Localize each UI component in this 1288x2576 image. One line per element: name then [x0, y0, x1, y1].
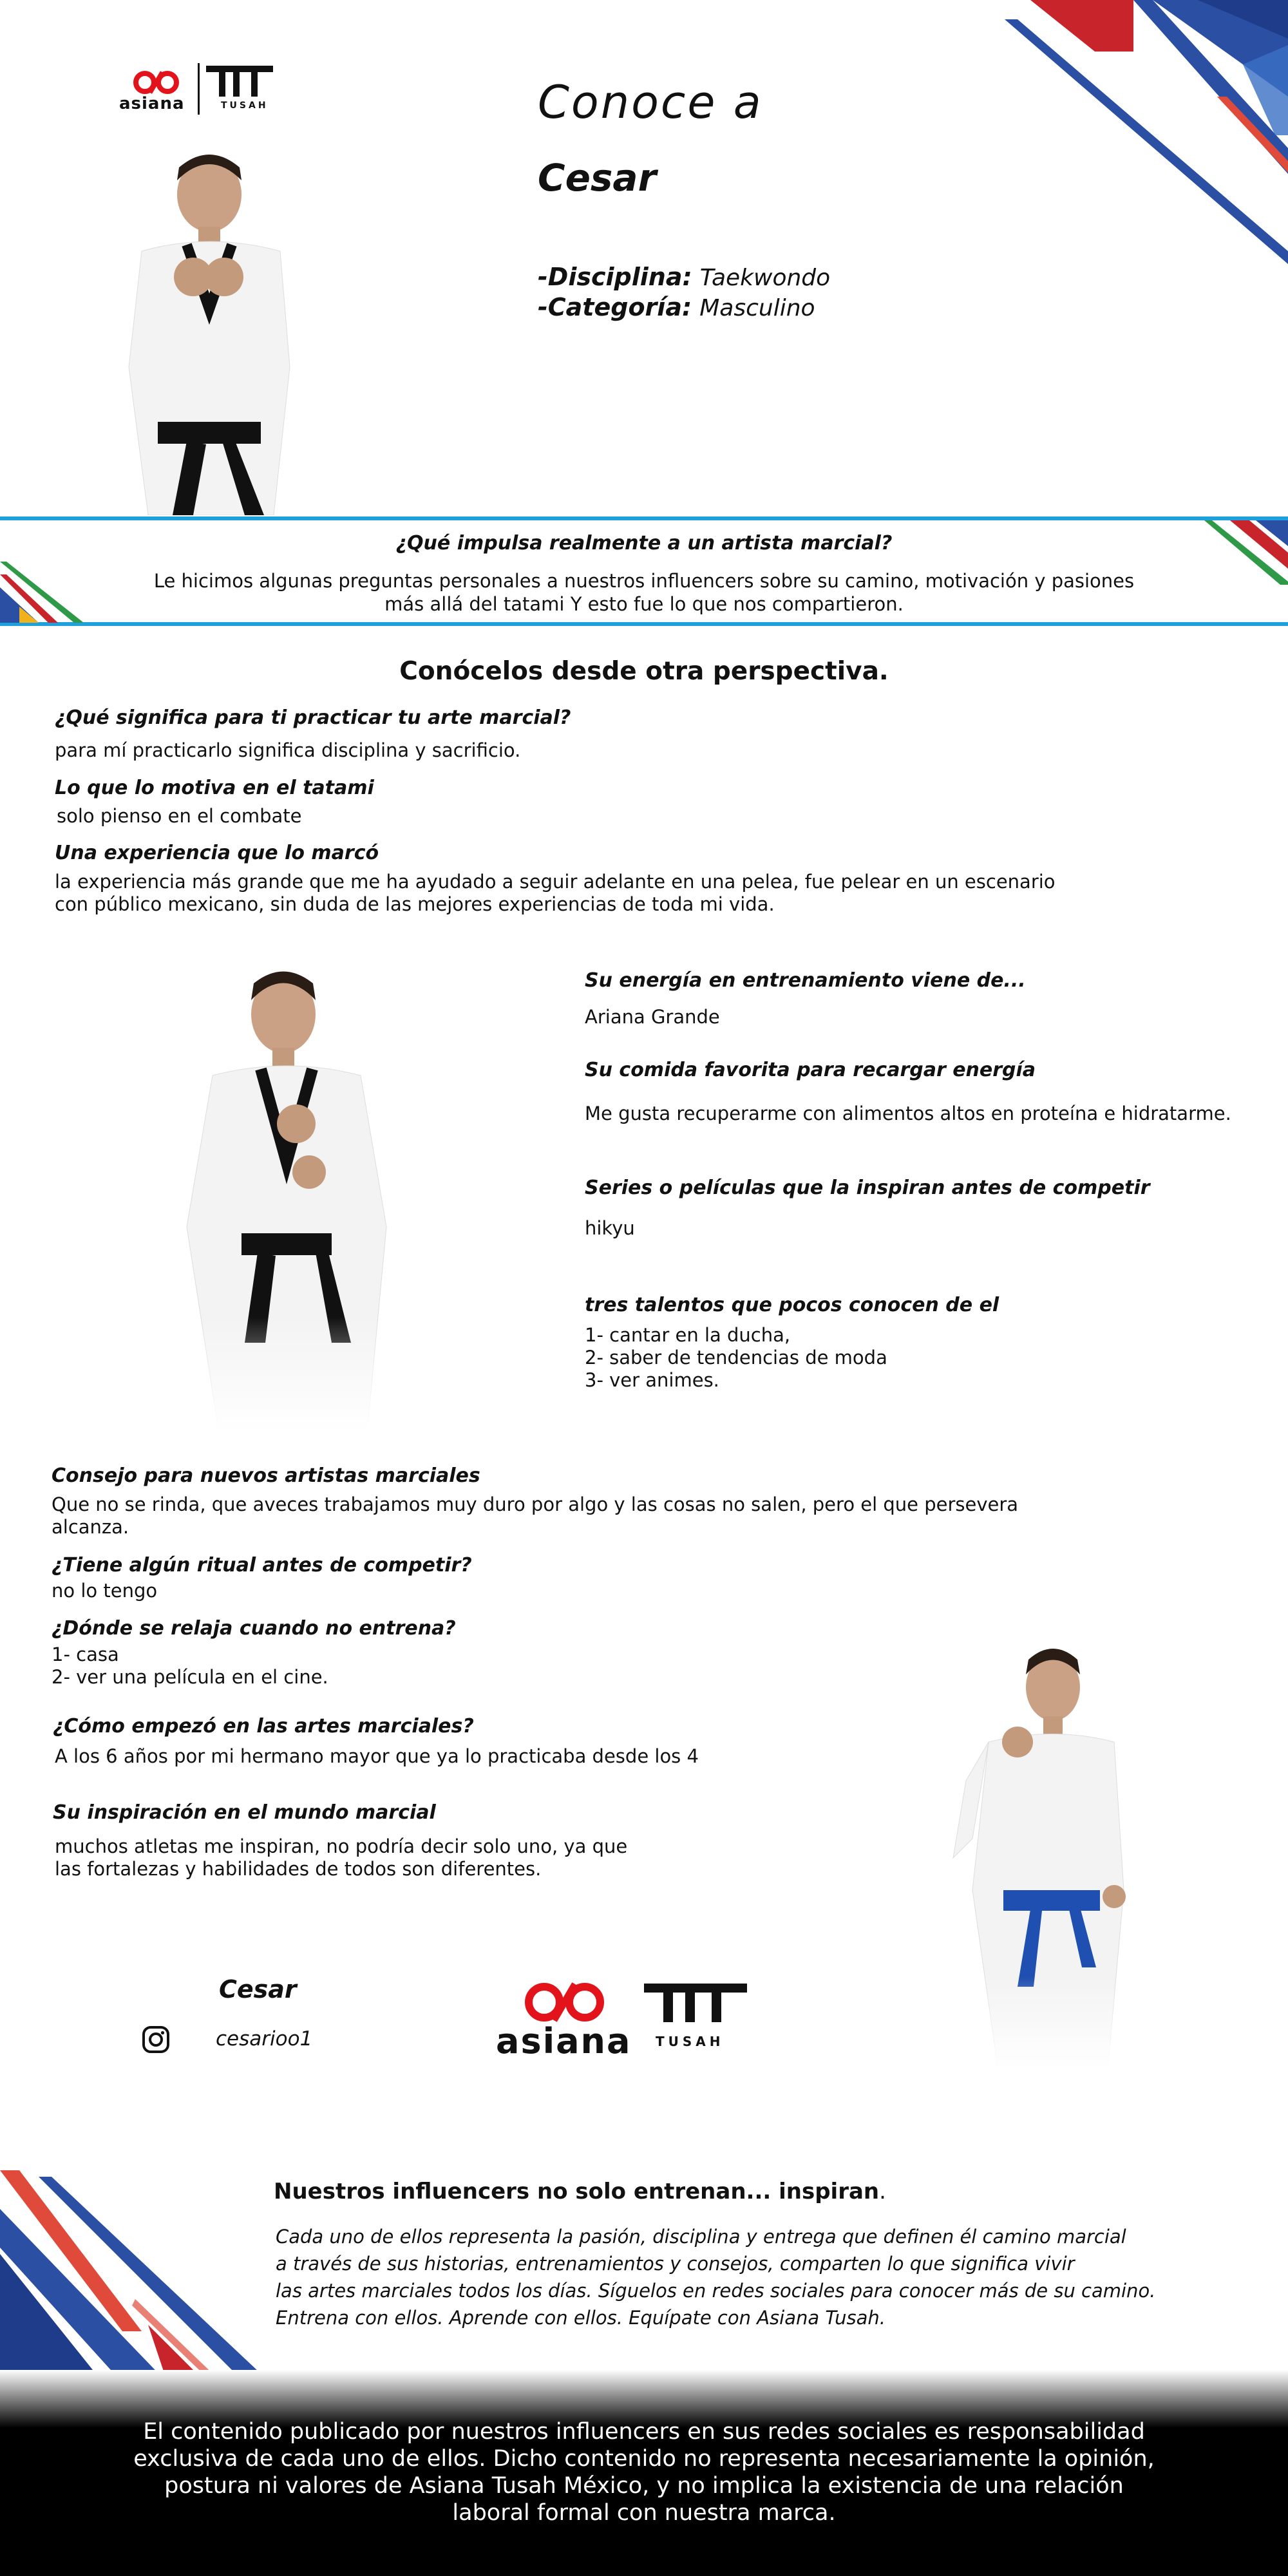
athlete-photo-guard [97, 155, 303, 515]
social-name: Cesar [219, 1975, 297, 2003]
talent-1: 1- cantar en la ducha, [585, 1324, 791, 1346]
answer-advice-line-2: alcanza. [52, 1516, 129, 1538]
stripes-bottom-left [0, 2170, 277, 2383]
question-motivation: Lo que lo motiva en el tatami [55, 777, 374, 799]
answer-experience-line-2: con público mexicano, sin duda de las mejores experiencias de toda mi vida. [55, 893, 775, 915]
answer-series: hikyu [585, 1217, 635, 1239]
closing-line-3: las artes marciales todos los días. Síguelos en redes sociales para conocer más de su camino. [276, 2280, 1156, 2302]
category-label: -Categoría: [538, 293, 692, 321]
stripes-top-right [1005, 0, 1288, 270]
category-line [538, 293, 815, 321]
disclaimer-line-1: El contenido publicado por nuestros influencers en sus redes sociales es responsabilidad [143, 2419, 1145, 2445]
disclaimer-line-2: exclusiva de cada uno de ellos. Dicho contenido no representa necesariamente la opinión, [133, 2446, 1155, 2472]
closing-title [274, 2179, 886, 2204]
answer-inspiration-line-1: muchos atletas me inspiran, no podría decir solo uno, ya que [55, 1835, 628, 1857]
question-food: Su comida favorita para recargar energía [585, 1059, 1036, 1081]
band-title: ¿Qué impulsa realmente a un artista marcial? [395, 532, 893, 554]
tusah-wordmark-large: TUSAH [656, 2034, 724, 2049]
answer-experience [55, 871, 1056, 916]
logo-divider [198, 63, 200, 115]
talent-3: 3- ver animes. [585, 1369, 719, 1391]
talent-2: 2- saber de tendencias de moda [585, 1347, 887, 1368]
band-text [109, 569, 1179, 616]
relax-1: 1- casa [52, 1643, 119, 1665]
question-experience: Una experiencia que lo marcó [55, 842, 379, 864]
relax-2: 2- ver una película en el cine. [52, 1666, 328, 1688]
answer-ritual: no lo tengo [52, 1580, 158, 1602]
answer-advice [52, 1493, 1018, 1539]
answer-energy: Ariana Grande [585, 1006, 720, 1028]
category-value: Masculino [699, 295, 815, 321]
band-text-line-1: Le hicimos algunas preguntas personales a nuestros influencers sobre su camino, motivación y pasiones [153, 570, 1135, 592]
athlete-name-heading: Cesar [538, 156, 657, 200]
discipline-value: Taekwondo [699, 265, 831, 291]
question-meaning: ¿Qué significa para ti practicar tu arte marcial? [55, 706, 571, 729]
band-text-line-2: más allá del tatami Y esto fue lo que nos compartieron. [384, 593, 904, 615]
question-relax: ¿Dónde se relaja cuando no entrena? [52, 1617, 456, 1640]
answer-inspiration-line-2: las fortalezas y habilidades de todos son diferentes. [55, 1858, 542, 1880]
answer-talents [585, 1324, 887, 1392]
asiana-wordmark-large: asiana [496, 2021, 632, 2061]
athlete-photo-stance [167, 969, 412, 1433]
instagram-icon[interactable] [142, 2025, 170, 2054]
answer-motivation: solo pienso en el combate [57, 805, 302, 827]
question-advice: Consejo para nuevos artistas marciales [52, 1464, 480, 1487]
discipline-label: -Disciplina: [538, 263, 692, 291]
question-inspiration: Su inspiración en el mundo marcial [53, 1801, 436, 1824]
tusah-wordmark: TUSAH [221, 100, 269, 111]
answer-start: A los 6 años por mi hermano mayor que ya lo practicaba desde los 4 [55, 1745, 699, 1767]
tusah-symbol-icon [206, 66, 277, 100]
athlete-photo-blue-belt [927, 1645, 1140, 2070]
question-ritual: ¿Tiene algún ritual antes de competir? [52, 1554, 472, 1577]
disclaimer-line-4: laboral formal con nuestra marca. [452, 2500, 836, 2526]
question-series: Series o películas que la inspiran antes de competir [585, 1177, 1150, 1199]
instagram-handle-link[interactable]: cesarioo1 [216, 2027, 313, 2050]
tusah-symbol-large-icon [644, 1984, 753, 2031]
closing-line-1: Cada uno de ellos representa la pasión, disciplina y entrega que definen él camino marcial [276, 2226, 1126, 2248]
closing-body [276, 2223, 1155, 2331]
closing-title-text: Nuestros influencers no solo entrenan... inspiran [274, 2179, 880, 2204]
closing-line-2: a través de sus historias, entrenamientos y consejos, comparten lo que significa vivir [276, 2253, 1075, 2275]
question-start: ¿Cómo empezó en las artes marciales? [53, 1715, 474, 1738]
answer-advice-line-1: Que no se rinda, que aveces trabajamos muy duro por algo y las cosas no salen, pero el que persevera [52, 1493, 1019, 1515]
disclaimer-line-3: postura ni valores de Asiana Tusah México, y no implica la existencia de una relación [164, 2473, 1124, 2499]
disclaimer-text [77, 2418, 1211, 2526]
asiana-tusah-logo-bottom [496, 1977, 766, 2061]
answer-relax [52, 1643, 328, 1689]
closing-title-period: . [879, 2179, 886, 2204]
discipline-line [538, 263, 830, 291]
band-stripes-left [0, 562, 90, 626]
section-title: Conócelos desde otra perspectiva. [399, 657, 889, 686]
closing-line-4: Entrena con ellos. Aprende con ellos. Equípate con Asiana Tusah. [276, 2307, 886, 2329]
question-talents: tres talentos que pocos conocen de el [585, 1294, 999, 1316]
asiana-symbol-icon [132, 70, 177, 95]
answer-inspiration [55, 1835, 627, 1880]
asiana-wordmark: asiana [119, 94, 185, 113]
intro-heading: Conoce a [538, 76, 763, 129]
question-energy: Su energía en entrenamiento viene de... [585, 969, 1026, 992]
answer-food: Me gusta recuperarme con alimentos altos en proteína e hidratarme. [585, 1103, 1231, 1124]
answer-meaning: para mí practicarlo significa disciplina y sacrificio. [55, 739, 521, 761]
answer-experience-line-1: la experiencia más grande que me ha ayudado a seguir adelante en una pelea, fue pelear en un escenario [55, 871, 1056, 893]
